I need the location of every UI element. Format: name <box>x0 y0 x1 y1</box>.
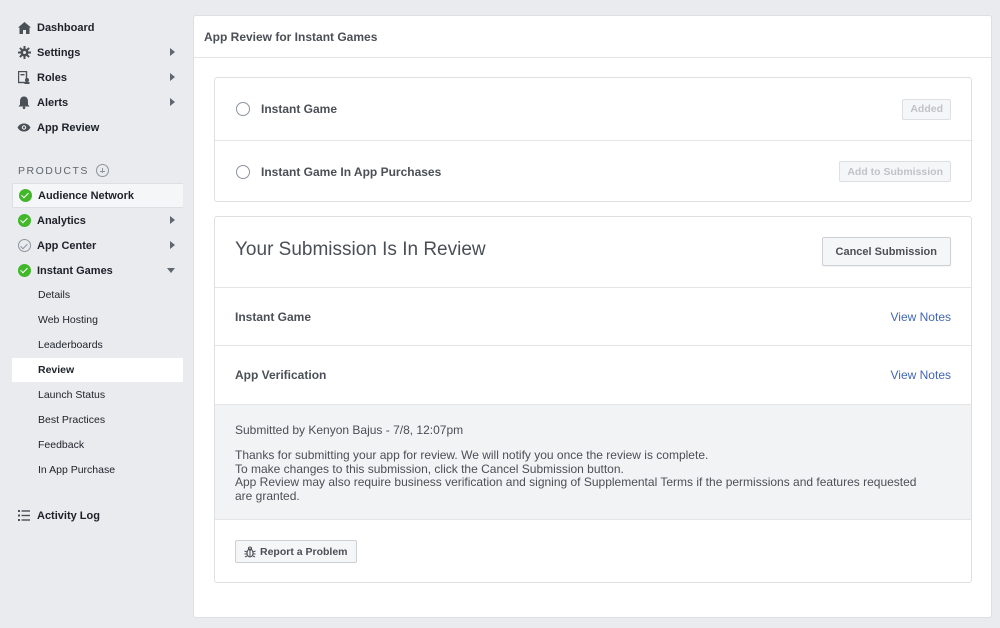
cancel-submission-button[interactable]: Cancel Submission <box>822 237 951 266</box>
chevron-right-icon <box>170 98 175 106</box>
sidebar-item-analytics[interactable] <box>12 208 183 233</box>
sidebar-subitem-web-hosting[interactable]: Web Hosting <box>38 314 98 326</box>
review-row-instant-game <box>235 288 951 345</box>
message-line: App Review may also require business verification and signing of Supplemental Terms if the permissions and features requested <box>235 475 917 489</box>
message-line: To make changes to this submission, click the Cancel Submission button. <box>235 461 624 476</box>
check-green-icon <box>17 214 31 228</box>
sidebar-item-label: Settings <box>37 46 81 59</box>
submission-message <box>215 404 971 520</box>
sidebar-item-label: Analytics <box>37 214 86 227</box>
check-green-icon <box>18 189 32 203</box>
report-problem-button[interactable] <box>235 540 357 563</box>
sidebar-item-label: Roles <box>37 71 67 84</box>
sidebar-item-label: Alerts <box>37 96 69 109</box>
sidebar-item-instant-games[interactable] <box>12 258 183 283</box>
added-button[interactable]: Added <box>902 99 951 120</box>
home-icon <box>17 21 31 35</box>
products-heading: PRODUCTS <box>18 164 109 177</box>
report-problem-label: Report a Problem <box>260 545 348 558</box>
sidebar-item-label: Dashboard <box>37 21 95 34</box>
review-row-label: App Verification <box>235 367 327 382</box>
add-product-icon[interactable] <box>96 164 109 177</box>
option-row-in-app-purchases <box>215 141 971 202</box>
sidebar-item-label: App Review <box>37 121 100 134</box>
sidebar-subitem-leaderboards[interactable]: Leaderboards <box>38 339 103 351</box>
review-options-card <box>214 77 972 202</box>
bug-icon <box>244 546 256 558</box>
view-notes-link[interactable]: View Notes <box>890 367 951 382</box>
sidebar-item-alerts[interactable] <box>12 90 183 115</box>
submitted-by: Submitted by Kenyon Bajus - 7/8, 12:07pm <box>235 423 464 437</box>
sidebar-item-audience-network[interactable] <box>12 183 183 208</box>
sidebar-item-app-center[interactable] <box>12 233 183 258</box>
sidebar-subitem-feedback[interactable]: Feedback <box>38 439 85 451</box>
sidebar-subitem-in-app-purchase[interactable]: In App Purchase <box>38 464 116 476</box>
submission-card <box>214 216 972 583</box>
option-radio-in-app-purchases[interactable] <box>236 165 250 179</box>
sidebar-item-activity-log[interactable] <box>12 503 183 528</box>
sidebar-item-label: App Center <box>37 239 97 252</box>
submission-title: Your Submission Is In Review <box>235 239 486 260</box>
sidebar <box>0 0 183 628</box>
main-panel <box>193 15 992 618</box>
chevron-right-icon <box>170 48 175 56</box>
add-to-submission-button[interactable]: Add to Submission <box>839 161 951 182</box>
chevron-right-icon <box>170 73 175 81</box>
review-row-app-verification <box>235 346 951 403</box>
roles-icon <box>17 71 31 85</box>
chevron-down-icon <box>167 268 175 273</box>
bell-icon <box>17 96 31 110</box>
view-notes-link[interactable]: View Notes <box>890 309 951 324</box>
sidebar-subitem-review[interactable]: Review <box>12 358 183 382</box>
check-green-icon <box>17 264 31 278</box>
eye-icon <box>17 121 31 135</box>
chevron-right-icon <box>170 241 175 249</box>
gear-icon <box>17 46 31 60</box>
chevron-right-icon <box>170 216 175 224</box>
sidebar-subitem-details[interactable]: Details <box>38 289 71 301</box>
page-title: App Review for Instant Games <box>194 16 991 58</box>
list-icon <box>17 509 31 523</box>
sidebar-item-roles[interactable] <box>12 65 183 90</box>
message-line: are granted. <box>235 488 300 503</box>
sidebar-item-app-review[interactable] <box>12 115 183 140</box>
sidebar-item-label: Instant Games <box>37 264 113 277</box>
sidebar-item-label: Audience Network <box>38 189 134 202</box>
sidebar-item-settings[interactable] <box>12 40 183 65</box>
option-radio-instant-game[interactable] <box>236 102 250 116</box>
option-row-instant-game <box>215 78 971 140</box>
check-grey-icon <box>17 239 31 253</box>
option-label: Instant Game <box>261 102 338 116</box>
sidebar-item-label: Activity Log <box>37 509 100 522</box>
review-row-label: Instant Game <box>235 309 312 324</box>
sidebar-subitem-launch-status[interactable]: Launch Status <box>38 389 106 401</box>
option-label: Instant Game In App Purchases <box>261 164 442 179</box>
sidebar-item-dashboard[interactable] <box>12 15 183 40</box>
message-line: Thanks for submitting your app for review. We will notify you once the review is complete. <box>235 448 709 462</box>
sidebar-subitem-best-practices[interactable]: Best Practices <box>38 414 106 426</box>
